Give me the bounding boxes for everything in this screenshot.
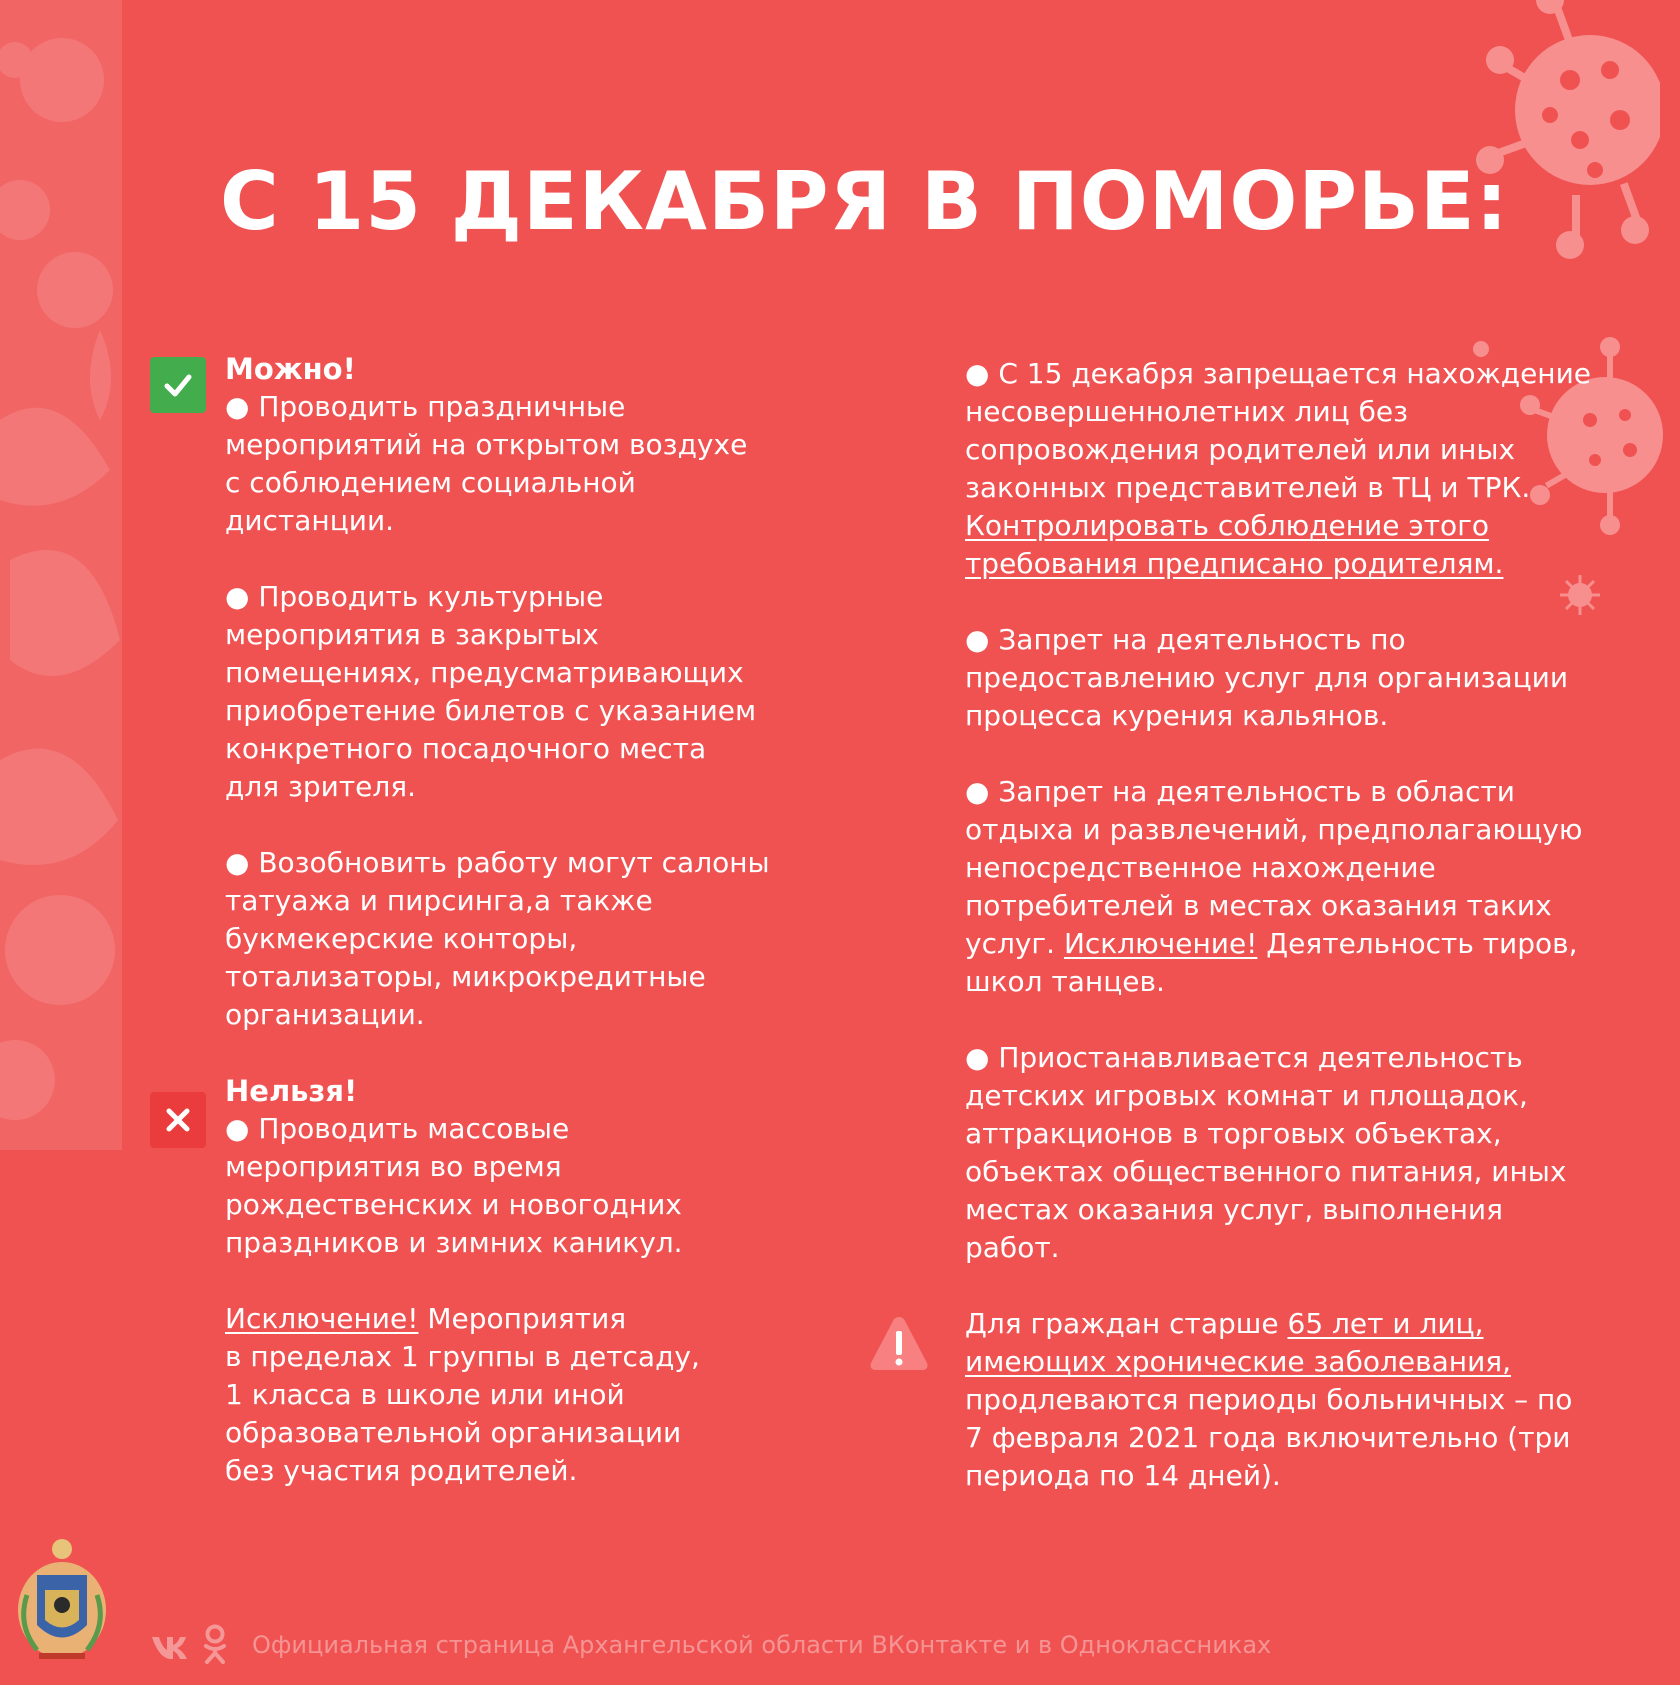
right-item-4: ● Приостанавливается деятельность детских игровых комнат и площадок, аттракционов в торговых объектах, объектах общественного питания, иных местах оказания услуг, выполнения работ.: [965, 1041, 1567, 1264]
checkmark-icon: [162, 369, 194, 401]
footer: [0, 1535, 1680, 1685]
right-item-2: ● Запрет на деятельность по предоставлению услуг для организации процесса курения кальянов.: [965, 623, 1569, 732]
forbidden-exception: [225, 1300, 845, 1490]
elderly-note: [965, 1305, 1645, 1495]
coat-of-arms-icon: [17, 1535, 107, 1670]
odnoklassniki-icon[interactable]: [202, 1623, 228, 1665]
cross-badge: [150, 1092, 206, 1148]
left-ornament: [0, 0, 122, 1150]
forbidden-heading: Нельзя!: [225, 1074, 358, 1108]
cross-icon: [162, 1104, 194, 1136]
right-item-1-underlined: Контролировать соблюдение этого требования предписано родителям.: [965, 509, 1504, 580]
warning-icon: [868, 1313, 930, 1375]
check-badge: [150, 357, 206, 413]
right-item-1-text: ● С 15 декабря запрещается нахождение несовершеннолетних лиц без сопровождения родителей или иных законных представителей в ТЦ и ТРК.: [965, 357, 1592, 504]
exception-text: Мероприятия в пределах 1 группы в детсаду, 1 класса в школе или иной образовательной организации без участия родителей.: [225, 1302, 700, 1487]
exception-label: Исключение!: [225, 1302, 419, 1335]
allowed-item-3: ● Возобновить работу могут салоны татуажа и пирсинга,а также букмекерские конторы, тотализаторы, микрокредитные организации.: [225, 846, 770, 1031]
note-tail: продлеваются периоды больничных – по 7 февраля 2021 года включительно (три периода по 14 дней).: [965, 1383, 1573, 1492]
page-title: С 15 ДЕКАБРЯ В ПОМОРЬЕ:: [220, 155, 1509, 248]
floral-ornament-icon: [0, 0, 122, 1150]
allowed-item-2: ● Проводить культурные мероприятия в закрытых помещениях, предусматривающих приобретение билетов с указанием конкретного посадочного места для зрителя.: [225, 580, 757, 803]
forbidden-item: ● Проводить массовые мероприятия во время рождественских и новогодних праздников и зимних каникул.: [225, 1112, 683, 1259]
left-column: [225, 350, 845, 1490]
vk-icon[interactable]: [150, 1631, 188, 1661]
note-underlined: 65 лет и лиц, имеющих хронические заболевания,: [965, 1307, 1512, 1378]
right-item-3-exception: Исключение!: [1063, 927, 1258, 960]
right-item-3: [965, 773, 1645, 1001]
right-column: [965, 355, 1645, 1495]
right-item-1: [965, 355, 1645, 583]
note-prefix: Для граждан старше: [965, 1307, 1288, 1340]
right-item-3-tail: Деятельность тиров, школ танцев.: [965, 927, 1578, 998]
allowed-item-1: ● Проводить праздничные мероприятий на открытом воздухе с соблюдением социальной дистанции.: [225, 390, 748, 537]
footer-text: Официальная страница Архангельской области ВКонтакте и в Одноклассниках: [252, 1631, 1272, 1659]
allowed-heading: Можно!: [225, 352, 356, 386]
right-item-3-text: ● Запрет на деятельность в области отдыха и развлечений, предполагающую непосредственное нахождение потребителей в местах оказания таких услуг.: [965, 775, 1583, 960]
